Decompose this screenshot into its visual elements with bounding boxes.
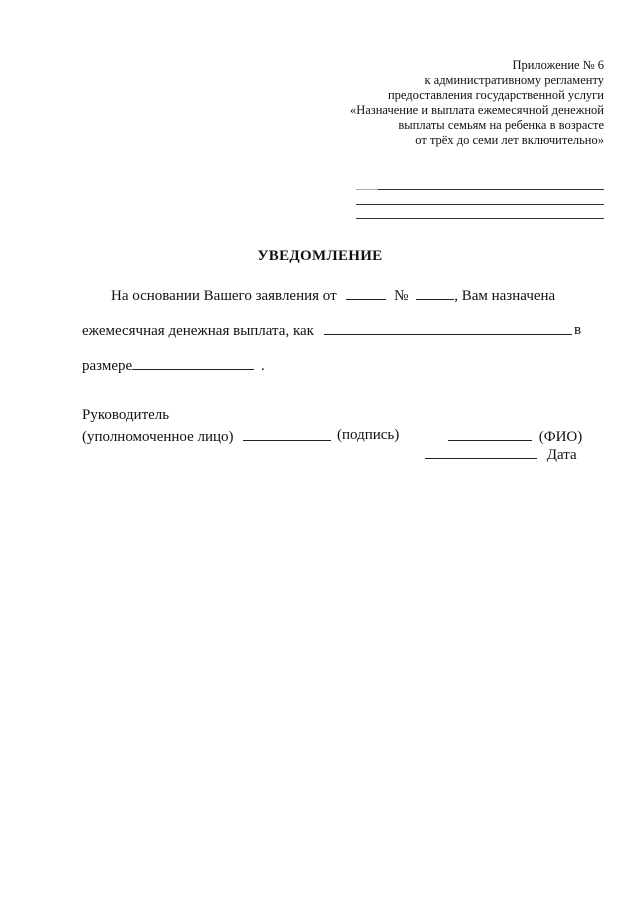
appendix-service-name-1: «Назначение и выплата ежемесячной денежной [349, 103, 604, 117]
amount-label: размере [82, 358, 133, 374]
appendix-header [350, 58, 604, 148]
head-label: Руководитель [82, 407, 170, 423]
appendix-service: предоставления государственной услуги [387, 88, 604, 102]
in-text: в [574, 322, 582, 338]
appendix-reference: к административному регламенту [424, 73, 604, 87]
appendix-service-name-2: выплаты семьям на ребенка в возрасте [398, 118, 604, 132]
body-line-3 [82, 355, 265, 375]
application-basis-text: На основании Вашего заявления от [111, 288, 337, 304]
document-title: УВЕДОМЛЕНИЕ [257, 248, 383, 264]
body-line-1 [111, 285, 555, 305]
name-row [448, 426, 582, 446]
name-label: (ФИО) [538, 429, 583, 445]
signature-label: (подпись) [337, 427, 400, 443]
date-row [425, 444, 577, 464]
amount-field[interactable] [132, 355, 254, 370]
payment-as-text: ежемесячная денежная выплата, как [82, 323, 314, 339]
application-number-field[interactable] [416, 285, 454, 300]
addressee-line-1[interactable] [356, 189, 604, 190]
appendix-number: Приложение № 6 [512, 58, 604, 72]
body-line-2 [82, 320, 572, 340]
name-field[interactable] [448, 426, 532, 441]
date-field[interactable] [425, 444, 537, 459]
amount-period: . [260, 358, 265, 374]
recipient-category-field[interactable] [324, 320, 572, 335]
authorized-person-label: (уполномоченное лицо) [82, 429, 234, 445]
number-sign: № [394, 288, 409, 304]
application-date-field[interactable] [346, 285, 386, 300]
date-label: Дата [546, 447, 577, 463]
addressee-line-3[interactable] [356, 218, 604, 219]
signature-field[interactable] [243, 426, 331, 441]
assigned-text: , Вам назначена [454, 288, 556, 304]
addressee-line-2[interactable] [356, 204, 604, 205]
authorized-person-row [82, 426, 331, 446]
appendix-service-name-3: от трёх до семи лет включительно» [415, 133, 604, 147]
